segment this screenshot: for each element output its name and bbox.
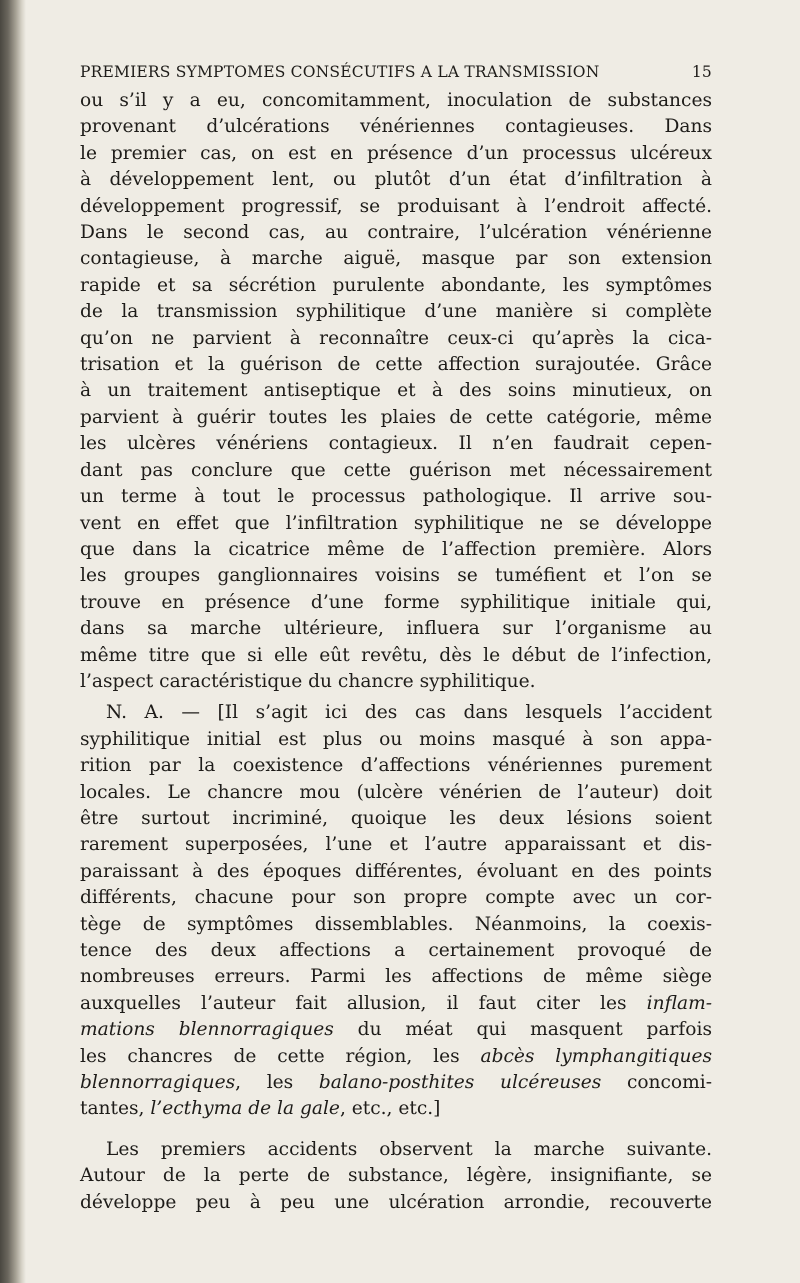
- italic-term: mations blennorragiques: [80, 1019, 334, 1041]
- italic-term: inflam-: [646, 992, 712, 1014]
- text-line: contagieuse, à marche aiguë, masque par son extension: [80, 248, 712, 270]
- text-line: [80, 991, 712, 1017]
- italic-term: abcès lymphangitiques: [480, 1045, 712, 1067]
- page-number: 15: [691, 63, 712, 81]
- text-line: même titre que si elle eût revêtu, dès le début de l’infection,: [80, 644, 712, 666]
- text-line: [80, 1096, 712, 1122]
- text-line: provenant d’ulcérations vénériennes contagieuses. Dans: [80, 116, 712, 138]
- text-line: N. A. — [Il s’agit ici des cas dans lesquels l’accident: [106, 702, 712, 724]
- text-run: , les: [235, 1072, 319, 1094]
- text-line: [80, 1070, 712, 1096]
- text-line: à développement lent, ou plutôt d’un état d’infiltration à: [80, 169, 712, 191]
- text-line: rition par la coexistence d’affections vénériennes purement: [80, 755, 712, 777]
- text-line: parvient à guérir toutes les plaies de cette catégorie, même: [80, 406, 712, 428]
- italic-term: l’ecthyma de la gale: [150, 1098, 340, 1120]
- book-binding-edge: [0, 0, 26, 1283]
- running-header: [80, 58, 712, 86]
- text-run: les chancres de cette région, les: [80, 1045, 481, 1067]
- book-page: [80, 58, 712, 1216]
- text-run: concomi-: [601, 1072, 712, 1094]
- text-line: syphilitique initial est plus ou moins masqué à son appa-: [80, 728, 712, 750]
- text-line: paraissant à des époques différentes, évoluant en des points: [80, 860, 712, 882]
- text-line: le premier cas, on est en présence d’un processus ulcéreux: [80, 142, 712, 164]
- italic-term: blennorragiques: [80, 1072, 236, 1094]
- text-line: tence des deux affections a certainement provoqué de: [80, 940, 712, 961]
- text-line: [80, 1017, 712, 1043]
- text-line: un terme à tout le processus pathologique. Il arrive sou-: [80, 486, 712, 508]
- paragraph-1: [80, 88, 712, 695]
- text-line: Autour de la perte de substance, légère, insignifiante, se: [80, 1165, 712, 1187]
- italic-term: balano-posthites ulcéreuses: [318, 1072, 602, 1094]
- text-line: [80, 1044, 712, 1070]
- text-line: à un traitement antiseptique et à des soins minutieux, on: [80, 380, 712, 402]
- text-line: tège de symptômes dissemblables. Néanmoins, la coexis-: [80, 913, 712, 935]
- text-run: du méat qui masquent parfois: [333, 1019, 712, 1041]
- text-line: l’aspect caractéristique du chancre syphilitique.: [80, 670, 536, 692]
- text-line: de la transmission syphilitique d’une manière si complète: [80, 301, 712, 323]
- text-line: locales. Le chancre mou (ulcère vénérien de l’auteur) doit: [80, 781, 712, 803]
- text-line: ou s’il y a eu, concomitamment, inoculation de substances: [80, 90, 712, 111]
- text-line: développement progressif, se produisant à l’endroit affecté.: [80, 195, 712, 217]
- text-line: différents, chacune pour son propre compte avec un cor-: [80, 887, 712, 909]
- text-run: tantes,: [80, 1098, 151, 1120]
- text-line: vent en effet que l’infiltration syphilitique ne se développe: [80, 512, 712, 534]
- editor-note: [80, 700, 712, 1123]
- paragraph-2: [80, 1137, 712, 1216]
- text-line: Dans le second cas, au contraire, l’ulcération vénérienne: [80, 222, 712, 244]
- text-line: développe peu à peu une ulcération arrondie, recouverte: [80, 1191, 712, 1213]
- text-line: rarement superposées, l’une et l’autre apparaissant et dis-: [80, 834, 712, 856]
- text-line: dant pas conclure que cette guérison met nécessairement: [80, 459, 712, 481]
- text-line: les ulcères vénériens contagieux. Il n’en faudrait cepen-: [80, 433, 712, 455]
- text-line: trouve en présence d’une forme syphilitique initiale qui,: [80, 591, 712, 613]
- text-line: dans sa marche ultérieure, influera sur l’organisme au: [80, 618, 712, 640]
- text-line: que dans la cicatrice même de l’affection première. Alors: [80, 538, 712, 560]
- text-line: les groupes ganglionnaires voisins se tuméfient et l’on se: [80, 565, 712, 587]
- text-line: rapide et sa sécrétion purulente abondante, les symptômes: [80, 274, 712, 296]
- text-run: , etc., etc.]: [339, 1098, 441, 1120]
- text-run: auxquelles l’auteur fait allusion, il faut citer les: [80, 992, 647, 1014]
- text-line: Les premiers accidents observent la marche suivante.: [106, 1138, 712, 1160]
- text-line: nombreuses erreurs. Parmi les affections de même siège: [80, 966, 712, 988]
- text-line: qu’on ne parvient à reconnaître ceux-ci qu’après la cica-: [80, 327, 712, 349]
- text-line: être surtout incriminé, quoique les deux lésions soient: [80, 807, 712, 829]
- text-line: trisation et la guérison de cette affection surajoutée. Grâce: [80, 354, 712, 376]
- running-title: PREMIERS SYMPTOMES CONSÉCUTIFS A LA TRANSMISSION: [80, 63, 600, 81]
